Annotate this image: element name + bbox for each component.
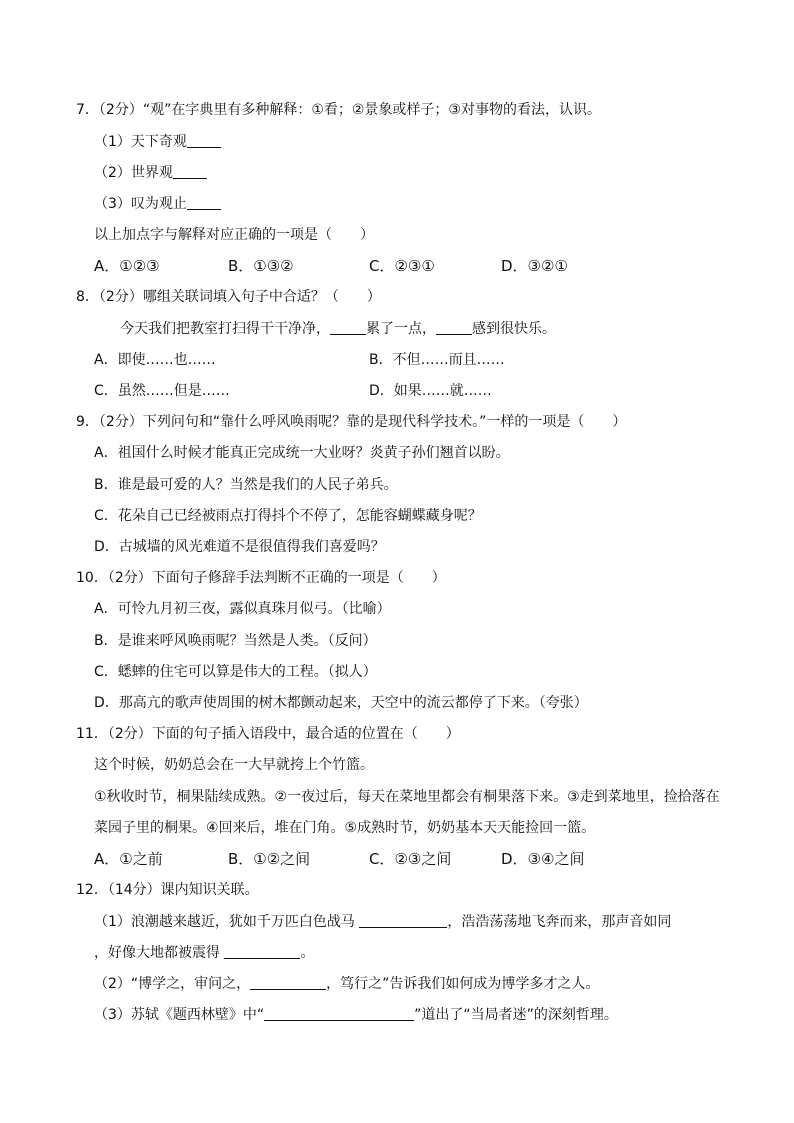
q7-item-1-text: （1）天下奇观: [94, 134, 187, 150]
q10-option-c[interactable]: C．蟋蟀的住宅可以算是伟大的工程。（拟人）: [94, 664, 377, 680]
q11-stem: 11．（2分）下面的句子插入语段中，最合适的位置在（ ）: [76, 726, 460, 742]
q10-option-b[interactable]: B．是谁来呼风唤雨呢？当然是人类。（反问）: [94, 633, 377, 649]
q7-item-3-text: （3）叹为观止: [94, 196, 187, 212]
q11-option-d[interactable]: D．③④之间: [501, 850, 585, 868]
q12-part-3-text-a: （3）苏轼《题西林壁》中“: [94, 1007, 265, 1023]
q8-stem: 8．（2分）哪组关联词填入句子中合适？（ ）: [76, 289, 381, 305]
q11-sentence: 这个时候，奶奶总会在一大早就挎上个竹篮。: [94, 757, 374, 773]
q12-part-1-line-1: [94, 912, 671, 932]
q12-part-1-line-2: [94, 943, 314, 963]
q12-blank-4[interactable]: [264, 1005, 414, 1021]
q7-option-b[interactable]: B．①③②: [228, 257, 294, 275]
q8-option-d[interactable]: D．如果……就……: [369, 383, 492, 399]
q9-option-c[interactable]: C．花朵自己已经被雨点打得抖个不停了，怎能容蝴蝶藏身呢？: [94, 508, 482, 524]
q8-sentence-part-3: 感到很快乐。: [472, 321, 556, 337]
q12-part-1-text-c: ，好像大地都被震得: [94, 945, 220, 961]
q8-option-a[interactable]: A．即使……也……: [94, 352, 216, 368]
q12-part-2-text-b: ，笃行之”告诉我们如何成为博学多才之人。: [326, 976, 600, 992]
q10-stem: 10．（2分）下面句子修辞手法判断不正确的一项是（ ）: [76, 570, 446, 586]
q12-blank-3[interactable]: [250, 974, 326, 990]
q7-stem: 7．（2分）“观”在字典里有多种解释：①看；②景象或样子；③对事物的看法，认识。: [76, 102, 601, 118]
q7-item-1-blank[interactable]: [187, 132, 221, 148]
q7-option-d[interactable]: D．③②①: [501, 257, 568, 275]
q12-part-3: [94, 1005, 618, 1025]
q12-part-1-text-d: 。: [300, 945, 315, 961]
q10-option-a[interactable]: A．可怜九月初三夜，露似真珠月似弓。（比喻）: [94, 601, 391, 617]
q7-item-2: [94, 163, 207, 183]
q7-item-2-text: （2）世界观: [94, 165, 173, 181]
q8-blank-1[interactable]: [330, 319, 366, 335]
q8-sentence-part-2: 累了一点，: [366, 321, 436, 337]
q9-option-a[interactable]: A．祖国什么时候才能真正完成统一大业呀？炎黄子孙们翘首以盼。: [94, 445, 510, 461]
q9-option-d[interactable]: D．古城墙的风光难道不是很值得我们喜爱吗？: [94, 539, 385, 555]
q7-option-c[interactable]: C．②③①: [369, 257, 435, 275]
q8-option-b[interactable]: B．不但……而且……: [369, 352, 505, 368]
q9-stem: 9．（2分）下列问句和“靠什么呼风唤雨呢？靠的是现代科学技术。”一样的一项是（ ）: [76, 414, 627, 430]
q8-blank-2[interactable]: [436, 319, 472, 335]
q9-option-b[interactable]: B．谁是最可爱的人？当然是我们的人民子弟兵。: [94, 477, 398, 493]
q12-blank-2[interactable]: [224, 943, 300, 959]
q11-option-c[interactable]: C．②③之间: [369, 850, 452, 868]
q11-option-a[interactable]: A．①之前: [94, 850, 163, 868]
q11-option-b[interactable]: B．①②之间: [228, 850, 311, 868]
q8-option-c[interactable]: C．虽然……但是……: [94, 383, 230, 399]
q8-sentence: [120, 319, 556, 339]
q11-passage-line-1: ①秋收时节，桐果陆续成熟。②一夜过后，每天在菜地里都会有桐果落下来。③走到菜地里，捡拾落在: [94, 789, 720, 805]
q7-item-3: [94, 194, 221, 214]
q12-blank-1[interactable]: [359, 912, 447, 928]
q7-prompt: 以上加点字与解释对应正确的一项是（ ）: [94, 227, 374, 243]
q12-stem: 12．（14分）课内知识关联。: [76, 882, 259, 898]
q8-sentence-part-1: 今天我们把教室打扫得干干净净，: [120, 321, 330, 337]
q7-item-2-blank[interactable]: [173, 163, 207, 179]
q12-part-1-text-b: ，浩浩荡荡地飞奔而来，那声音如同: [447, 914, 672, 930]
q12-part-3-text-b: ”道出了“当局者迷”的深刻哲理。: [414, 1007, 618, 1023]
q7-option-a[interactable]: A．①②③: [94, 257, 160, 275]
q11-passage-line-2: 菜园子里的桐果。④回来后，堆在门角。⑤成熟时节，奶奶基本天天能捡回一篮。: [94, 820, 596, 836]
q12-part-1-text-a: （1）浪潮越来越近，犹如千万匹白色战马: [94, 914, 355, 930]
q7-item-3-blank[interactable]: [187, 194, 221, 210]
q10-option-d[interactable]: D．那高亢的歌声使周围的树木都颤动起来，天空中的流云都停了下来。（夸张）: [94, 695, 588, 711]
q12-part-2: [94, 974, 599, 994]
q7-item-1: [94, 132, 221, 152]
q12-part-2-text-a: （2）“博学之，审问之，: [94, 976, 251, 992]
